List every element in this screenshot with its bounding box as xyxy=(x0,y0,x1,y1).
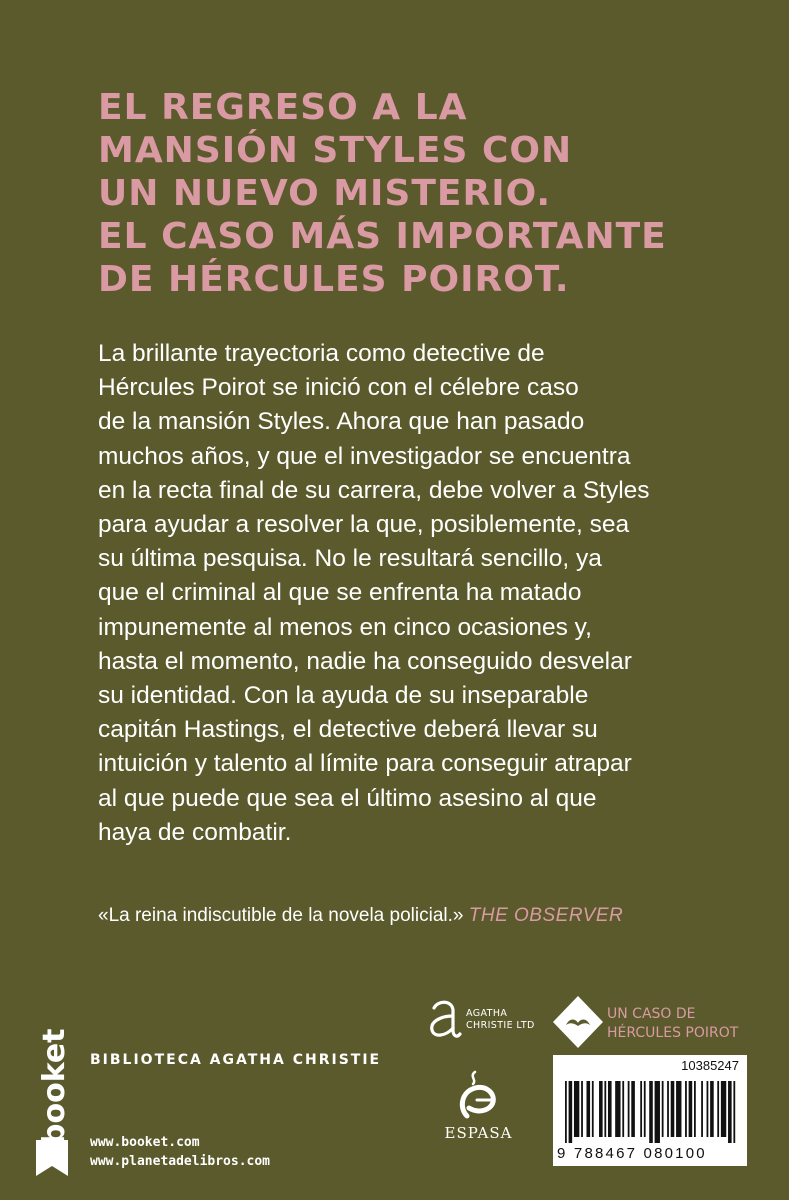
synopsis-line: que el criminal al que se enfrenta ha matado xyxy=(98,579,582,607)
barcode-bar xyxy=(733,1081,735,1143)
barcode-label xyxy=(553,1055,747,1166)
barcode-bar xyxy=(662,1081,664,1137)
barcode-bar xyxy=(685,1081,687,1137)
barcode-bar xyxy=(569,1081,573,1143)
synopsis-line: muchos años, y que el investigador se encuentra xyxy=(98,442,631,470)
reference-number: 10385247 xyxy=(681,1058,739,1073)
barcode-bar xyxy=(689,1081,693,1137)
synopsis-line: La brillante trayectoria como detective de xyxy=(98,340,545,367)
barcode-bar xyxy=(717,1081,719,1137)
barcode-bar xyxy=(701,1081,703,1137)
barcode-bar xyxy=(644,1081,646,1137)
quote-source: THE OBSERVER xyxy=(468,905,624,926)
poirot-series-badge xyxy=(552,995,772,1049)
isbn-number: 9 788467 080100 xyxy=(557,1145,707,1162)
synopsis-line: haya de combatir. xyxy=(98,818,292,846)
synopsis-line: capitán Hastings, el detective deberá llevar su xyxy=(98,716,598,744)
espasa-name: ESPASA xyxy=(444,1124,513,1142)
espasa-logo xyxy=(436,1070,526,1150)
barcode-bar xyxy=(694,1081,696,1137)
synopsis-line: su última pesquisa. No le resultará sencillo, ya xyxy=(98,545,602,573)
barcode-bar xyxy=(574,1081,579,1137)
barcode-bar xyxy=(608,1081,612,1137)
barcode-bar xyxy=(676,1081,681,1137)
url-planeta: www.planetadelibros.com xyxy=(90,1154,271,1169)
synopsis-line: hasta el momento, nadie ha conseguido desvelar xyxy=(98,647,632,675)
barcode-bar xyxy=(599,1081,603,1137)
synopsis-line: en la recta final de su carrera, debe volver a Styles xyxy=(98,476,650,504)
collection-name: BIBLIOTECA AGATHA CHRISTIE xyxy=(90,1052,382,1068)
agatha-christie-text: AGATHA CHRISTIE LTD xyxy=(466,1008,535,1031)
barcode-bar xyxy=(631,1081,635,1137)
mustache-icon xyxy=(552,995,604,1049)
tagline-line: EL CASO MÁS IMPORTANTE xyxy=(98,216,667,257)
barcode-bar xyxy=(728,1081,732,1143)
synopsis-line: al que puede que sea el último asesino al que xyxy=(98,784,597,812)
synopsis-line: impunemente al menos en cinco ocasiones y, xyxy=(98,613,592,641)
quote-text: «La reina indiscutible de la novela policial.» xyxy=(98,905,464,926)
tagline-line: UN NUEVO MISTERIO. xyxy=(98,173,552,214)
barcode-bar xyxy=(604,1081,606,1137)
barcode-bar xyxy=(667,1081,669,1137)
barcode-bar xyxy=(565,1081,567,1143)
barcode-bar xyxy=(671,1081,675,1137)
barcode-bar xyxy=(721,1081,726,1137)
barcode-bar xyxy=(649,1081,653,1143)
tagline-line: EL REGRESO A LA xyxy=(98,87,468,128)
tagline xyxy=(98,86,758,301)
barcode-bar xyxy=(710,1081,714,1137)
tagline-line: MANSIÓN STYLES CON xyxy=(98,130,573,171)
review-quote xyxy=(98,905,623,927)
synopsis-line: Hércules Poirot se inició con el célebre caso xyxy=(98,374,579,402)
url-booket: www.booket.com xyxy=(90,1135,200,1150)
barcode-bar xyxy=(655,1081,660,1143)
publisher-urls xyxy=(90,1133,270,1171)
synopsis xyxy=(98,337,748,850)
barcode-bar xyxy=(592,1081,594,1137)
espasa-e-icon xyxy=(457,1070,501,1120)
agatha-christie-a-icon xyxy=(424,996,464,1044)
barcode-bar xyxy=(587,1081,591,1137)
barcode-icon xyxy=(565,1081,737,1143)
synopsis-line: para ayudar a resolver la que, posiblemente, sea xyxy=(98,511,630,539)
booket-wordmark: booket xyxy=(37,1028,72,1145)
synopsis-line: de la mansión Styles. Ahora que han pasado xyxy=(98,408,585,436)
synopsis-line: su identidad. Con la ayuda de su inseparable xyxy=(98,682,589,710)
agatha-christie-logo xyxy=(424,996,544,1046)
barcode-bar xyxy=(640,1081,642,1137)
barcode-bar xyxy=(707,1081,709,1137)
synopsis-line: intuición y talento al límite para conseguir atrapar xyxy=(98,750,632,778)
barcode-bar xyxy=(628,1081,630,1137)
barcode-bar xyxy=(615,1081,620,1137)
tagline-line: DE HÉRCULES POIROT. xyxy=(98,259,570,300)
barcode-bar xyxy=(622,1081,624,1137)
poirot-series-text: UN CASO DE HÉRCULES POIROT xyxy=(607,1006,739,1041)
barcode-bar xyxy=(581,1081,583,1137)
